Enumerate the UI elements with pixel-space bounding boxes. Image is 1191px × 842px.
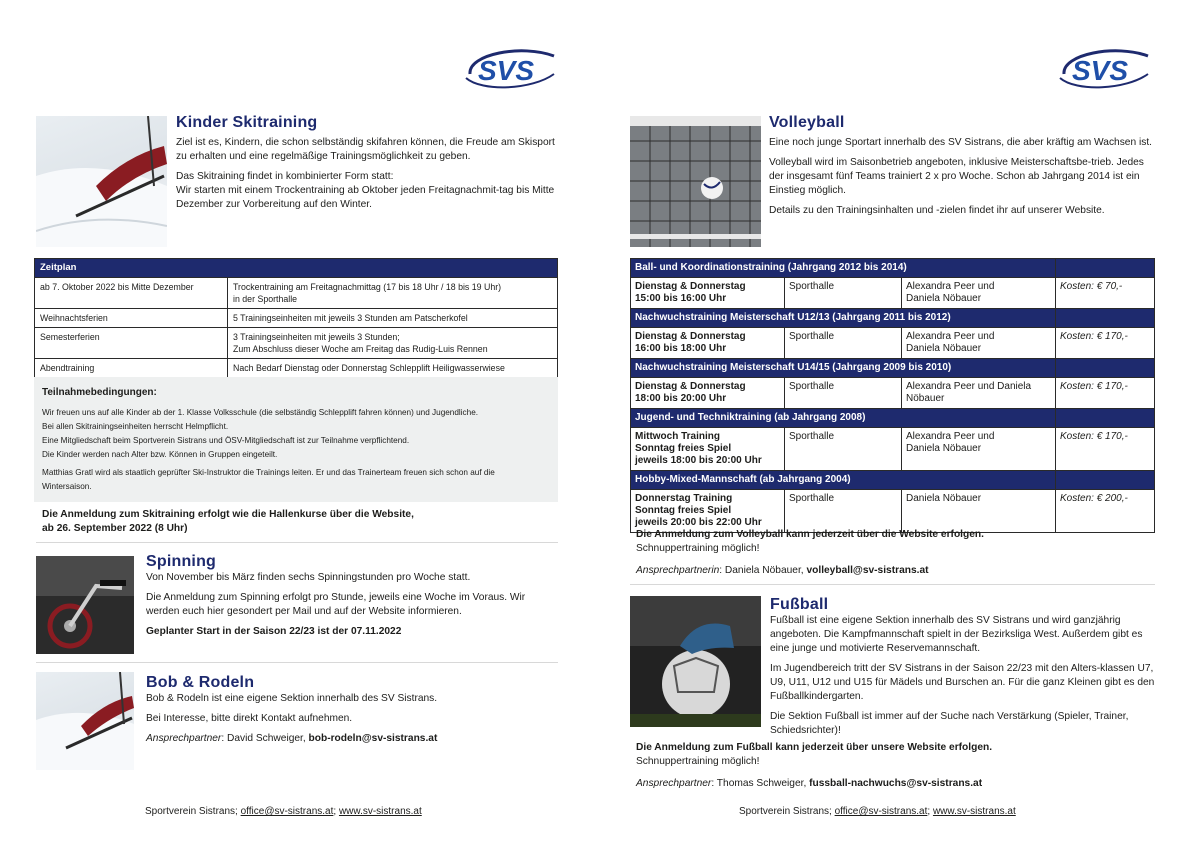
table-row [35, 328, 558, 359]
table-row [631, 490, 1155, 533]
spinning-title: Spinning [146, 553, 217, 570]
schedule-what: 3 Trainingseinheiten mit jeweils 3 Stunden; Zum Abschluss dieser Woche am Freitag das Rudig-Luis Rennen [228, 328, 558, 359]
volleyball-photo [630, 116, 761, 247]
training-time: Mittwoch Training Sonntag freies Spiel jeweils 18:00 bis 20:00 Uhr [631, 428, 785, 471]
table-section-row [631, 359, 1155, 378]
volleyball-section [769, 114, 1159, 224]
training-location: Sporthalle [785, 378, 902, 409]
ski-title: Kinder Skitraining [176, 114, 318, 131]
schedule-what: Trockentraining am Freitagnachmittag (17 bis 18 Uhr / 18 bis 19 Uhr) in der Sporthalle [228, 278, 558, 309]
bob-section [146, 674, 558, 752]
divider [36, 662, 558, 663]
section-title-spacer [1056, 409, 1155, 428]
table-section-row [631, 259, 1155, 278]
schedule-when: Weihnachtsferien [35, 309, 228, 328]
trainer-names: Alexandra Peer und Daniela Nöbauer [902, 428, 1056, 471]
training-location: Sporthalle [785, 490, 902, 533]
table-section-row [631, 471, 1155, 490]
fussball-photo [630, 596, 761, 727]
training-time: Dienstag & Donnerstag 15:00 bis 16:00 Uhr [631, 278, 785, 309]
condition-line: Die Kinder werden nach Alter bzw. Können in Gruppen eingeteilt. [42, 450, 278, 459]
table-row [631, 378, 1155, 409]
training-location: Sporthalle [785, 428, 902, 471]
spinning-section [146, 553, 558, 645]
spinning-start: Geplanter Start in der Saison 22/23 ist der 07.11.2022 [146, 626, 402, 637]
ski-photo [36, 116, 167, 247]
schedule-header: Zeitplan [35, 259, 558, 278]
divider [36, 542, 558, 543]
footer-website-link[interactable]: www.sv-sistrans.at [932, 806, 1016, 817]
right-page [596, 0, 1191, 842]
bob-email-link[interactable]: bob-rodeln@sv-sistrans.at [308, 733, 438, 744]
training-cost: Kosten: € 170,- [1056, 328, 1155, 359]
svs-logo [462, 44, 558, 92]
section-title: Jugend- und Techniktraining (ab Jahrgang 2008) [631, 409, 1056, 428]
table-row [631, 278, 1155, 309]
section-title: Hobby-Mixed-Mannschaft (ab Jahrgang 2004) [631, 471, 1056, 490]
volleyball-email-link[interactable]: volleyball@sv-sistrans.at [806, 565, 929, 576]
section-title-spacer [1056, 471, 1155, 490]
fussball-title: Fußball [770, 596, 829, 613]
fussball-intro: Fußball ist eine eigene Sektion innerhalb des SV Sistrans und wird ganzjährig angeboten. Die Kampfmannschaft spielt in der Bezirksliga West. Außerdem gibt es eine junge und motivierte Reservemannschaft. [770, 615, 1143, 654]
training-cost: Kosten: € 170,- [1056, 428, 1155, 471]
training-time: Dienstag & Donnerstag 18:00 bis 20:00 Uhr [631, 378, 785, 409]
training-cost: Kosten: € 170,- [1056, 378, 1155, 409]
training-cost: Kosten: € 70,- [1056, 278, 1155, 309]
ski-dry-training: Wir starten mit einem Trockentraining ab Oktober jeden Freitagnachmit-tag bis Mitte Dezember zur Vorbereitung auf den Winter. [176, 185, 555, 210]
spinning-registration: Die Anmeldung zum Spinning erfolgt pro Stunde, jeweils eine Woche im Voraus. Wir werden euch hier gesondert per Mail und auf der Website informieren. [146, 592, 526, 617]
ski-registration: Die Anmeldung zum Skitraining erfolgt wie die Hallenkurse über die Website, ab 26. September 2022 (8 Uhr) [42, 509, 414, 534]
trainer-names: Alexandra Peer und Daniela Nöbauer [902, 278, 1056, 309]
table-row [631, 328, 1155, 359]
footer-email-link[interactable]: office@sv-sistrans.at [834, 806, 928, 817]
fussball-registration: Die Anmeldung zum Fußball kann jederzeit über unsere Website erfolgen. Schnuppertraining möglich! Ansprechpartner: Thomas Schweiger, fussball-nachwuchs@sv-sistrans.at [636, 741, 1151, 791]
conditions-title: Teilnahmebedingungen: [42, 387, 157, 398]
volleyball-details: Details zu den Trainingsinhalten und -zielen findet ihr auf unserer Website. [769, 205, 1105, 216]
volleyball-registration: Die Anmeldung zum Volleyball kann jederzeit über die Website erfolgen. Schnuppertraining möglich! Ansprechpartnerin: Daniela Nöbauer, volleyball@sv-sistrans.at [636, 528, 1151, 578]
bob-title: Bob & Rodeln [146, 674, 255, 691]
fussball-youth: Im Jugendbereich tritt der SV Sistrans in der Saison 22/23 mit den Alters-klassen U7, U9, U11, U12 und U15 für Mädels und Burschen an. Für die ganz Kleinen gibt es den Fußballkindergarten. [770, 663, 1155, 702]
ski-format: Das Skitraining findet in kombinierter Form statt: [176, 171, 394, 182]
condition-note: Matthias Gratl wird als staatlich geprüfter Ski-Instruktor die Trainings leiten. Er und das Trainerteam freuen sich schon auf die [42, 468, 495, 477]
volleyball-info: Volleyball wird im Saisonbetrieb angeboten, inklusive Meisterschaftsbe-trieb. Jedes der insgesamt fünf Teams trainiert 2 x pro Woche. Schon ab Jahrgang 2014 ist ein Einstieg möglich. [769, 157, 1144, 196]
volleyball-intro: Eine noch junge Sportart innerhalb des SV Sistrans, die aber kräftig am Wachsen ist. [769, 137, 1152, 148]
section-title-spacer [1056, 259, 1155, 278]
table-row [631, 428, 1155, 471]
section-title-spacer [1056, 309, 1155, 328]
footer: Sportverein Sistrans; office@sv-sistrans.at; www.sv-sistrans.at [145, 806, 422, 817]
divider [630, 584, 1155, 585]
left-page [0, 0, 595, 842]
training-time: Donnerstag Training Sonntag freies Spiel jeweils 20:00 bis 22:00 Uhr [631, 490, 785, 533]
fussball-recruiting: Die Sektion Fußball ist immer auf der Suche nach Verstärkung (Spieler, Trainer, Schiedsrichter)! [770, 711, 1129, 736]
schedule-when: Semesterferien [35, 328, 228, 359]
training-time: Dienstag & Donnerstag 16:00 bis 18:00 Uhr [631, 328, 785, 359]
bob-contact-request: Bei Interesse, bitte direkt Kontakt aufnehmen. [146, 713, 353, 724]
bob-photo [36, 672, 134, 770]
condition-line: Wir freuen uns auf alle Kinder ab der 1. Klasse Volksschule (die selbständig Schlepplift fahren können) und Jugendliche. [42, 408, 479, 417]
svs-logo [1056, 44, 1152, 92]
condition-line: Eine Mitgliedschaft beim Sportverein Sistrans und ÖSV-Mitgliedschaft ist zur Teilnahme verpflichtend. [42, 436, 410, 445]
spinning-text: Von November bis März finden sechs Spinningstunden pro Woche statt. [146, 572, 471, 583]
spinning-photo [36, 556, 134, 654]
section-title: Nachwuchstraining Meisterschaft U14/15 (Jahrgang 2009 bis 2010) [631, 359, 1056, 378]
table-row [35, 278, 558, 309]
footer: Sportverein Sistrans; office@sv-sistrans.at; www.sv-sistrans.at [739, 806, 1016, 817]
fussball-section [770, 596, 1156, 744]
section-title: Ball- und Koordinationstraining (Jahrgang 2012 bis 2014) [631, 259, 1056, 278]
fussball-contact: Ansprechpartner: Thomas Schweiger, fussball-nachwuchs@sv-sistrans.at [636, 778, 983, 789]
logo-text: SVS [1072, 55, 1129, 86]
fussball-email-link[interactable]: fussball-nachwuchs@sv-sistrans.at [809, 778, 983, 789]
ski-intro: Ziel ist es, Kindern, die schon selbständig skifahren können, die Freude am Skisport zu erhalten und eine regelmäßige Trainingsmöglichkeit zu geben. [176, 137, 555, 162]
section-title: Nachwuchstraining Meisterschaft U12/13 (Jahrgang 2011 bis 2012) [631, 309, 1056, 328]
bob-contact: Ansprechpartner: David Schweiger, bob-rodeln@sv-sistrans.at [146, 733, 438, 744]
trainer-names: Daniela Nöbauer [902, 490, 1056, 533]
schedule-what: Nach Bedarf Dienstag oder Donnerstag Schlepplift Heiligwasserwiese [228, 359, 558, 378]
trainer-names: Alexandra Peer und Daniela Nöbauer [902, 328, 1056, 359]
footer-website-link[interactable]: www.sv-sistrans.at [338, 806, 422, 817]
volleyball-title: Volleyball [769, 114, 845, 131]
condition-note-cont: Wintersaison. [42, 482, 92, 491]
section-title-spacer [1056, 359, 1155, 378]
table-row [35, 309, 558, 328]
schedule-when: Abendtraining [35, 359, 228, 378]
training-location: Sporthalle [785, 278, 902, 309]
table-row [35, 359, 558, 378]
schedule-when: ab 7. Oktober 2022 bis Mitte Dezember [35, 278, 228, 309]
training-location: Sporthalle [785, 328, 902, 359]
footer-email-link[interactable]: office@sv-sistrans.at [240, 806, 334, 817]
bob-text: Bob & Rodeln ist eine eigene Sektion innerhalb des SV Sistrans. [146, 693, 438, 704]
trainer-names: Alexandra Peer und Daniela Nöbauer [902, 378, 1056, 409]
volleyball-contact: Ansprechpartnerin: Daniela Nöbauer, volleyball@sv-sistrans.at [636, 565, 929, 576]
schedule-table [34, 258, 558, 378]
ski-section [176, 114, 556, 218]
table-section-row [631, 309, 1155, 328]
conditions-box [34, 377, 558, 502]
schedule-what: 5 Trainingseinheiten mit jeweils 3 Stunden am Patscherkofel [228, 309, 558, 328]
logo-text: SVS [478, 55, 535, 86]
table-section-row [631, 409, 1155, 428]
volleyball-table [630, 258, 1155, 533]
training-cost: Kosten: € 200,- [1056, 490, 1155, 533]
condition-line: Bei allen Skitrainingseinheiten herrscht Helmpflicht. [42, 422, 229, 431]
